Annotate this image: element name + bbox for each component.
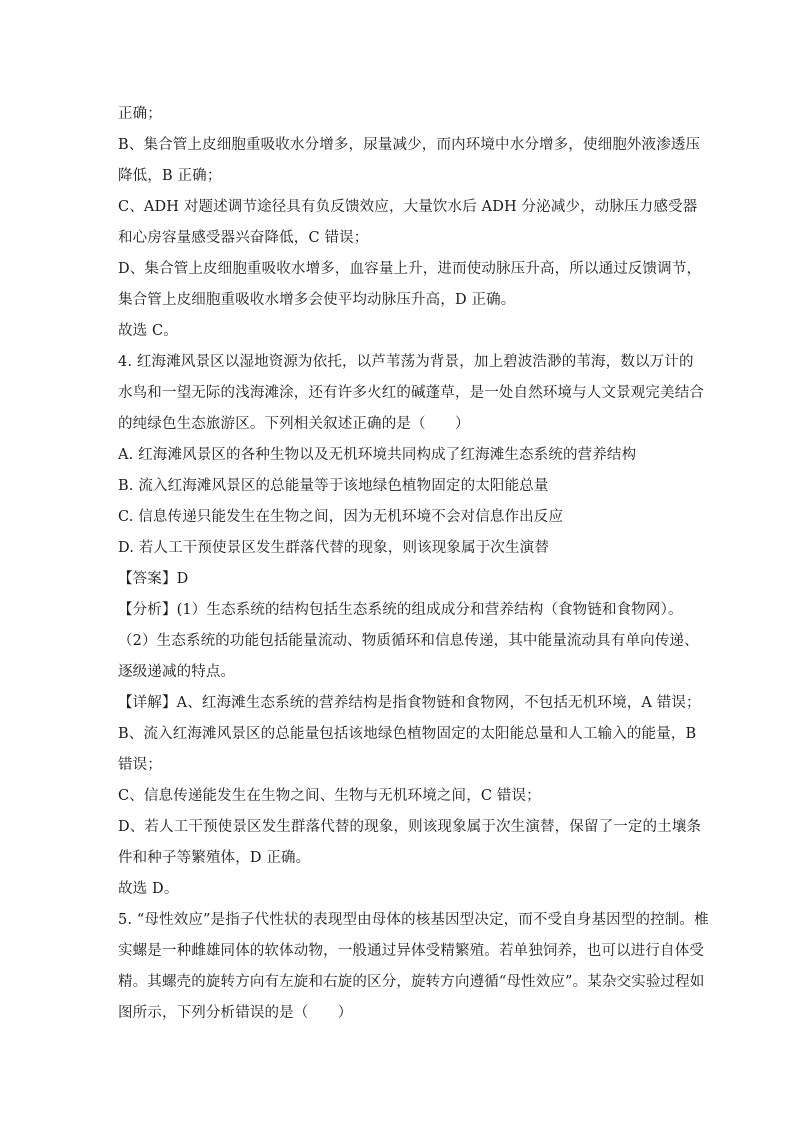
question-5-stem: 实螺是一种雌雄同体的软体动物，一般通过异体受精繁殖。若单独饲养，也可以进行自体受 — [118, 943, 704, 959]
question-4-stem: 水鸟和一望无际的浅海滩涂，还有许多火红的碱蓬草，是一处自然环境与人文景观完美结合 — [118, 385, 704, 401]
text-line: 降低，B 正确； — [118, 168, 222, 184]
text-line: C、ADH 对题述调节途径具有负反馈效应，大量饮水后 ADH 分泌减少，动脉压力感受器 — [118, 199, 698, 215]
text-line: B、集合管上皮细胞重吸收水分增多，尿量减少，而内环境中水分增多，使细胞外液渗透压 — [118, 137, 701, 153]
option-d: D. 若人工干预使景区发生群落代替的现象，则该现象属于次生演替 — [118, 540, 549, 556]
text-line: 故选 D。 — [118, 881, 179, 897]
text-line: 件和种子等繁殖体，D 正确。 — [118, 850, 311, 866]
question-5-stem: 图所示，下列分析错误的是（ ） — [118, 1005, 353, 1021]
text-line: 错误； — [118, 757, 162, 773]
text-line: 逐级递减的特点。 — [118, 664, 236, 680]
explanation-label: 【详解】A、红海滩生态系统的营养结构是指食物链和食物网，不包括无机环境，A 错误； — [118, 695, 701, 711]
text-line: 和心房容量感受器兴奋降低，C 错误； — [118, 230, 369, 246]
analysis-label: 【分析】(1）生态系统的结构包括生态系统的组成成分和营养结构（食物链和食物网）。 — [118, 602, 683, 618]
text-line: D、集合管上皮细胞重吸收水增多，血容量上升，进而使动脉压升高，所以通过反馈调节， — [118, 261, 702, 277]
option-c: C. 信息传递只能发生在生物之间，因为无机环境不会对信息作出反应 — [118, 509, 564, 525]
text-line: C、信息传递能发生在生物之间、生物与无机环境之间，C 错误； — [118, 788, 541, 804]
text-line: 集合管上皮细胞重吸收水增多会使平均动脉压升高，D 正确。 — [118, 292, 516, 308]
text-line: 正确； — [118, 106, 162, 122]
question-5-stem: 5. “母性效应”是指子代性状的表现型由母体的核基因型决定，而不受自身基因型的控制。椎 — [118, 912, 709, 928]
option-b: B. 流入红海滩风景区的总能量等于该地绿色植物固定的太阳能总量 — [118, 478, 549, 494]
question-5-stem: 精。其螺壳的旋转方向有左旋和右旋的区分，旋转方向遵循“母性效应”。某杂交实验过程如 — [118, 974, 705, 990]
question-4-stem: 4. 红海滩风景区以湿地资源为依托，以芦苇荡为背景，加上碧波浩渺的苇海，数以万计的 — [118, 354, 694, 370]
answer-label: 【答案】D — [118, 571, 189, 587]
text-line: 故选 C。 — [118, 323, 178, 339]
text-line: （2）生态系统的功能包括能量流动、物质循环和信息传递，其中能量流动具有单向传递、 — [118, 633, 699, 649]
question-4-stem: 的纯绿色生态旅游区。下列相关叙述正确的是（ ） — [118, 416, 470, 432]
option-a: A. 红海滩风景区的各种生物以及无机环境共同构成了红海滩生态系统的营养结构 — [118, 447, 637, 463]
text-line: B、流入红海滩风景区的总能量包括该地绿色植物固定的太阳能总量和人工输入的能量，B — [118, 726, 697, 742]
text-line: D、若人工干预使景区发生群落代替的现象，则该现象属于次生演替，保留了一定的土壤条 — [118, 819, 702, 835]
